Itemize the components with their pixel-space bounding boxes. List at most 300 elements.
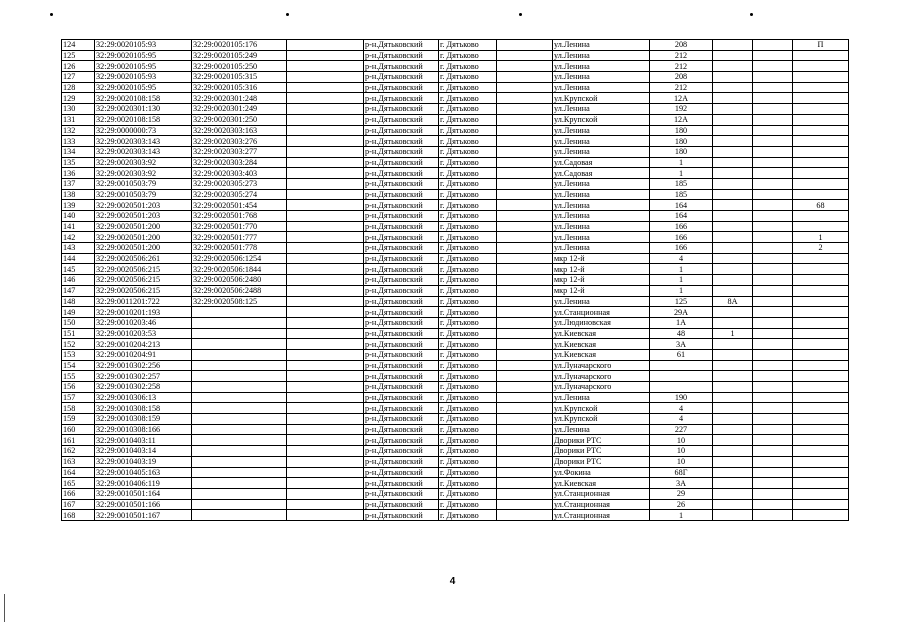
table-row [62,221,849,232]
table-row [62,264,849,275]
blank-cell [287,382,364,393]
extra-cell [753,125,793,136]
district-cell: р-н.Дятьковский [364,435,439,446]
apartment-cell [793,392,849,403]
parent-cadastral-number-cell [192,403,287,414]
cadastral-number-cell: 32:29:0020506:215 [95,264,192,275]
house-cell: 190 [650,392,713,403]
blank-cell [287,93,364,104]
house-cell: 212 [650,82,713,93]
city-cell: г. Дятьково [439,146,497,157]
city-cell: г. Дятьково [439,178,497,189]
blank-2-cell [497,446,553,457]
blank-2-cell [497,285,553,296]
blank-2-cell [497,360,553,371]
blank-cell [287,414,364,425]
building-cell [713,414,753,425]
table-row [62,253,849,264]
table-row [62,382,849,393]
row-number-cell: 136 [62,168,95,179]
street-cell: ул.Ленина [553,136,650,147]
city-cell: г. Дятьково [439,50,497,61]
house-cell: 1 [650,510,713,521]
row-number-cell: 125 [62,50,95,61]
building-cell [713,232,753,243]
city-cell: г. Дятьково [439,307,497,318]
table-row [62,40,849,51]
blank-2-cell [497,264,553,275]
cadastral-number-cell: 32:29:0020501:200 [95,221,192,232]
scan-edge-mark [4,594,5,622]
blank-cell [287,317,364,328]
district-cell: р-н.Дятьковский [364,178,439,189]
page-number: 4 [449,576,456,587]
street-cell: ул.Ленина [553,189,650,200]
house-cell [650,382,713,393]
district-cell: р-н.Дятьковский [364,125,439,136]
cadastral-number-cell: 32:29:0020501:203 [95,211,192,222]
street-cell: ул.Ленина [553,125,650,136]
city-cell: г. Дятьково [439,72,497,83]
row-number-cell: 135 [62,157,95,168]
district-cell: р-н.Дятьковский [364,221,439,232]
district-cell: р-н.Дятьковский [364,403,439,414]
parent-cadastral-number-cell: 32:29:0020501:778 [192,243,287,254]
house-cell: 212 [650,50,713,61]
apartment-cell [793,264,849,275]
apartment-cell [793,478,849,489]
cadastral-number-cell: 32:29:0010501:166 [95,499,192,510]
district-cell: р-н.Дятьковский [364,104,439,115]
building-cell [713,104,753,115]
cadastral-number-cell: 32:29:0010302:257 [95,371,192,382]
parent-cadastral-number-cell: 32:29:0020305:273 [192,178,287,189]
city-cell: г. Дятьково [439,285,497,296]
extra-cell [753,146,793,157]
building-cell [713,82,753,93]
table-row [62,371,849,382]
house-cell: 10 [650,435,713,446]
table-row [62,499,849,510]
street-cell: ул.Ленина [553,50,650,61]
parent-cadastral-number-cell [192,488,287,499]
building-cell [713,307,753,318]
apartment-cell [793,168,849,179]
building-cell [713,371,753,382]
parent-cadastral-number-cell: 32:29:0020303:163 [192,125,287,136]
extra-cell [753,243,793,254]
blank-2-cell [497,136,553,147]
building-cell [713,499,753,510]
extra-cell [753,114,793,125]
street-cell: ул.Людиновская [553,317,650,328]
district-cell: р-н.Дятьковский [364,136,439,147]
house-cell: 227 [650,424,713,435]
city-cell: г. Дятьково [439,339,497,350]
house-cell: 10 [650,446,713,457]
blank-2-cell [497,307,553,318]
apartment-cell [793,371,849,382]
blank-cell [287,114,364,125]
parent-cadastral-number-cell [192,349,287,360]
extra-cell [753,328,793,339]
parent-cadastral-number-cell: 32:29:0020501:777 [192,232,287,243]
building-cell [713,510,753,521]
building-cell [713,349,753,360]
row-number-cell: 161 [62,435,95,446]
parent-cadastral-number-cell: 32:29:0020105:316 [192,82,287,93]
district-cell: р-н.Дятьковский [364,200,439,211]
blank-cell [287,221,364,232]
city-cell: г. Дятьково [439,382,497,393]
blank-2-cell [497,72,553,83]
apartment-cell [793,104,849,115]
blank-2-cell [497,499,553,510]
parent-cadastral-number-cell [192,382,287,393]
extra-cell [753,285,793,296]
district-cell: р-н.Дятьковский [364,317,439,328]
blank-2-cell [497,114,553,125]
cadastral-number-cell: 32:29:0010405:163 [95,467,192,478]
extra-cell [753,456,793,467]
row-number-cell: 140 [62,211,95,222]
cadastral-number-cell: 32:29:0020303:143 [95,146,192,157]
blank-2-cell [497,50,553,61]
street-cell: Дворики РТС [553,456,650,467]
parent-cadastral-number-cell: 32:29:0020303:277 [192,146,287,157]
blank-2-cell [497,232,553,243]
district-cell: р-н.Дятьковский [364,446,439,457]
street-cell: мкр 12-й [553,285,650,296]
parent-cadastral-number-cell: 32:29:0020501:454 [192,200,287,211]
blank-cell [287,243,364,254]
city-cell: г. Дятьково [439,200,497,211]
extra-cell [753,339,793,350]
extra-cell [753,50,793,61]
row-number-cell: 160 [62,424,95,435]
street-cell: ул.Станционная [553,307,650,318]
apartment-cell [793,189,849,200]
cadastral-number-cell: 32:29:0010403:11 [95,435,192,446]
cadastral-number-cell: 32:29:0010503:79 [95,189,192,200]
street-cell: ул.Ленина [553,200,650,211]
apartment-cell [793,93,849,104]
blank-cell [287,339,364,350]
apartment-cell [793,360,849,371]
parent-cadastral-number-cell [192,424,287,435]
apartment-cell [793,253,849,264]
blank-2-cell [497,339,553,350]
apartment-cell [793,221,849,232]
building-cell [713,61,753,72]
parent-cadastral-number-cell: 32:29:0020506:2488 [192,285,287,296]
blank-2-cell [497,146,553,157]
table-row [62,467,849,478]
cadastral-number-cell: 32:29:0020105:95 [95,50,192,61]
city-cell: г. Дятьково [439,392,497,403]
building-cell [713,456,753,467]
house-cell: 166 [650,221,713,232]
building-cell [713,275,753,286]
street-cell: ул.Станционная [553,510,650,521]
building-cell [713,488,753,499]
building-cell [713,125,753,136]
apartment-cell [793,414,849,425]
parent-cadastral-number-cell: 32:29:0020301:250 [192,114,287,125]
table-body [62,40,849,521]
blank-cell [287,168,364,179]
extra-cell [753,104,793,115]
apartment-cell [793,510,849,521]
district-cell: р-н.Дятьковский [364,510,439,521]
building-cell: 8А [713,296,753,307]
cadastral-number-cell: 32:29:0010308:159 [95,414,192,425]
row-number-cell: 141 [62,221,95,232]
city-cell: г. Дятьково [439,510,497,521]
parent-cadastral-number-cell: 32:29:0020508:125 [192,296,287,307]
blank-2-cell [497,93,553,104]
extra-cell [753,61,793,72]
city-cell: г. Дятьково [439,157,497,168]
street-cell: ул.Ленина [553,424,650,435]
city-cell: г. Дятьково [439,232,497,243]
house-cell: 164 [650,211,713,222]
house-cell: 192 [650,104,713,115]
building-cell [713,146,753,157]
table-row [62,307,849,318]
city-cell: г. Дятьково [439,114,497,125]
district-cell: р-н.Дятьковский [364,296,439,307]
extra-cell [753,178,793,189]
table-row [62,243,849,254]
row-number-cell: 168 [62,510,95,521]
cadastral-number-cell: 32:29:0010308:158 [95,403,192,414]
building-cell [713,435,753,446]
apartment-cell [793,275,849,286]
street-cell: ул.Ленина [553,178,650,189]
house-cell: 1 [650,157,713,168]
cadastral-register-table [61,39,849,521]
cadastral-number-cell: 32:29:0020105:95 [95,82,192,93]
blank-cell [287,499,364,510]
district-cell: р-н.Дятьковский [364,414,439,425]
blank-cell [287,82,364,93]
district-cell: р-н.Дятьковский [364,114,439,125]
table-row [62,200,849,211]
city-cell: г. Дятьково [439,403,497,414]
blank-2-cell [497,221,553,232]
cadastral-number-cell: 32:29:0020105:93 [95,40,192,51]
house-cell: 10 [650,456,713,467]
blank-cell [287,510,364,521]
apartment-cell [793,285,849,296]
parent-cadastral-number-cell [192,328,287,339]
blank-2-cell [497,211,553,222]
house-cell: 1А [650,317,713,328]
street-cell: ул.Станционная [553,499,650,510]
extra-cell [753,435,793,446]
blank-cell [287,456,364,467]
city-cell: г. Дятьково [439,61,497,72]
blank-cell [287,232,364,243]
parent-cadastral-number-cell [192,371,287,382]
cadastral-number-cell: 32:29:0010204:213 [95,339,192,350]
margin-dot [50,13,53,16]
apartment-cell: П [793,40,849,51]
street-cell: мкр 12-й [553,264,650,275]
row-number-cell: 148 [62,296,95,307]
blank-2-cell [497,275,553,286]
cadastral-number-cell: 32:29:0010203:46 [95,317,192,328]
row-number-cell: 128 [62,82,95,93]
district-cell: р-н.Дятьковский [364,307,439,318]
house-cell: 3А [650,478,713,489]
house-cell: 29 [650,488,713,499]
district-cell: р-н.Дятьковский [364,168,439,179]
row-number-cell: 127 [62,72,95,83]
city-cell: г. Дятьково [439,371,497,382]
district-cell: р-н.Дятьковский [364,488,439,499]
extra-cell [753,510,793,521]
extra-cell [753,382,793,393]
row-number-cell: 146 [62,275,95,286]
blank-cell [287,285,364,296]
apartment-cell [793,446,849,457]
district-cell: р-н.Дятьковский [364,50,439,61]
blank-2-cell [497,467,553,478]
house-cell [650,371,713,382]
city-cell: г. Дятьково [439,467,497,478]
extra-cell [753,221,793,232]
blank-cell [287,360,364,371]
parent-cadastral-number-cell: 32:29:0020105:176 [192,40,287,51]
city-cell: г. Дятьково [439,40,497,51]
extra-cell [753,392,793,403]
blank-cell [287,253,364,264]
city-cell: г. Дятьково [439,435,497,446]
table-row [62,403,849,414]
parent-cadastral-number-cell [192,414,287,425]
extra-cell [753,371,793,382]
street-cell: ул.Ленина [553,296,650,307]
cadastral-number-cell: 32:29:0020303:92 [95,168,192,179]
house-cell: 125 [650,296,713,307]
table-row [62,157,849,168]
apartment-cell [793,72,849,83]
street-cell: ул.Садовая [553,157,650,168]
blank-2-cell [497,510,553,521]
blank-cell [287,125,364,136]
apartment-cell [793,499,849,510]
apartment-cell [793,328,849,339]
parent-cadastral-number-cell [192,307,287,318]
parent-cadastral-number-cell: 32:29:0020506:1254 [192,253,287,264]
apartment-cell [793,382,849,393]
cadastral-number-cell: 32:29:0020506:215 [95,285,192,296]
apartment-cell [793,114,849,125]
margin-dot [750,13,753,16]
blank-2-cell [497,125,553,136]
blank-2-cell [497,253,553,264]
row-number-cell: 156 [62,382,95,393]
row-number-cell: 129 [62,93,95,104]
row-number-cell: 165 [62,478,95,489]
table-row [62,93,849,104]
blank-2-cell [497,371,553,382]
apartment-cell: 1 [793,232,849,243]
table-row [62,339,849,350]
district-cell: р-н.Дятьковский [364,349,439,360]
city-cell: г. Дятьково [439,264,497,275]
blank-2-cell [497,456,553,467]
table-row [62,211,849,222]
cadastral-number-cell: 32:29:0020301:130 [95,104,192,115]
building-cell [713,93,753,104]
city-cell: г. Дятьково [439,275,497,286]
house-cell: 180 [650,125,713,136]
cadastral-number-cell: 32:29:0020303:92 [95,157,192,168]
blank-cell [287,136,364,147]
extra-cell [753,307,793,318]
extra-cell [753,168,793,179]
blank-2-cell [497,104,553,115]
house-cell: 48 [650,328,713,339]
building-cell [713,40,753,51]
house-cell: 185 [650,189,713,200]
table-row [62,349,849,360]
table-row [62,125,849,136]
extra-cell [753,40,793,51]
blank-cell [287,275,364,286]
district-cell: р-н.Дятьковский [364,264,439,275]
cadastral-number-cell: 32:29:0020501:200 [95,243,192,254]
building-cell [713,403,753,414]
blank-2-cell [497,61,553,72]
blank-cell [287,50,364,61]
district-cell: р-н.Дятьковский [364,424,439,435]
parent-cadastral-number-cell: 32:29:0020301:249 [192,104,287,115]
building-cell: 1 [713,328,753,339]
building-cell [713,317,753,328]
blank-2-cell [497,403,553,414]
street-cell: ул.Ленина [553,392,650,403]
apartment-cell [793,178,849,189]
apartment-cell [793,349,849,360]
parent-cadastral-number-cell: 32:29:0020303:403 [192,168,287,179]
street-cell: Дворики РТС [553,446,650,457]
table-row [62,72,849,83]
parent-cadastral-number-cell [192,435,287,446]
district-cell: р-н.Дятьковский [364,339,439,350]
district-cell: р-н.Дятьковский [364,499,439,510]
row-number-cell: 157 [62,392,95,403]
table-row [62,232,849,243]
blank-cell [287,178,364,189]
city-cell: г. Дятьково [439,456,497,467]
row-number-cell: 124 [62,40,95,51]
apartment-cell [793,157,849,168]
apartment-cell [793,146,849,157]
building-cell [713,211,753,222]
blank-2-cell [497,178,553,189]
extra-cell [753,317,793,328]
city-cell: г. Дятьково [439,328,497,339]
city-cell: г. Дятьково [439,253,497,264]
blank-cell [287,40,364,51]
apartment-cell [793,339,849,350]
cadastral-number-cell: 32:29:0020108:158 [95,114,192,125]
parent-cadastral-number-cell [192,446,287,457]
